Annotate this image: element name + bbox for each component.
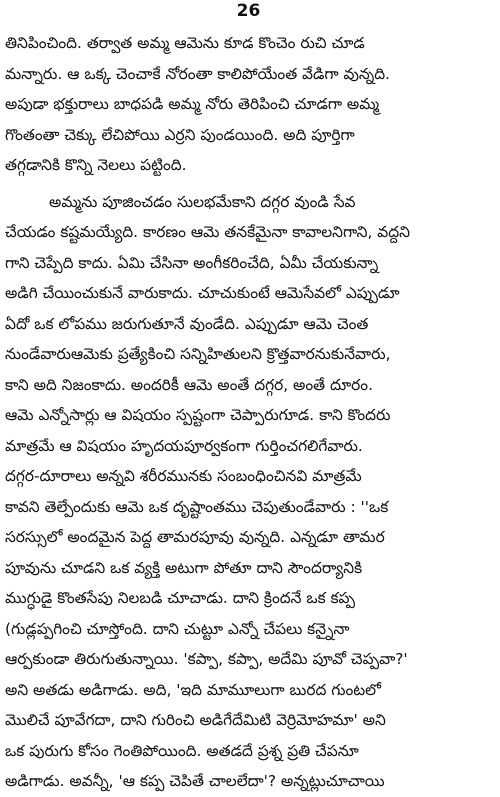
text-line: (గుడ్లప్పగించి చూస్తోంది. దాని చుట్టూ ఎన్నో చేపలు కన్నైనా (5, 619, 350, 638)
paragraph-2 (5, 187, 492, 797)
text-line: మన్నారు. ఆ ఒక్క చెంచాకే నోరంతా కాలిపోయేంత వేడిగా వున్నది. (5, 64, 390, 83)
page-number: 26 (236, 1, 261, 21)
text-line: అడిగి చేయించుకునే వారుకాదు. చూచుకుంటే ఆమెసేవలో ఎప్పుడూ (5, 284, 400, 302)
paragraph-1 (5, 28, 492, 181)
text-line: నుండేవారుఆమెకు ప్రత్యేకించి సన్నిహితులని క్రొత్తవారనుకునేవారు, (5, 345, 391, 363)
text-line: ఆమె ఎన్నోసార్లు ఆ విషయం స్పష్టంగా చెప్పారుగూడ. కాని కొందరు (5, 406, 391, 424)
text-line: దగ్గర-దూరాలు అన్నవి శరీరమునకు సంబంధించినవి మాత్రమే (5, 467, 362, 485)
text-line: ఆర్పకుండా తిరుగుతున్నాయి. 'కప్పా, కప్పా, అదేమి పూవో చెప్పవా?' (5, 650, 408, 668)
text-line: అడిగాడు. అవన్నీ, 'ఆ కప్ప చెపితే చాలలేదా'? అన్నట్లుచూచాయి (5, 772, 385, 790)
text-line: కావని తెల్పేందుకు ఆమె ఒక దృష్టాంతము చెపుతుండేవారు : ''ఒక (5, 497, 389, 516)
text-line: ముగ్ధుడై కొంతసేపు నిలబడి చూచాడు. దాని క్రిందనే ఒక కప్ప (5, 589, 356, 607)
text-line: మొలిచే పూవేగదా, దాని గురించి అడిగేదేమిటి వెర్రిమోహమా' అని (5, 711, 386, 729)
text-line: గొంతంతా చెక్కు లేచిపోయి ఎర్రని పుండయింది. అది పూర్తిగా (5, 125, 355, 144)
text-line-indented: అమ్మను పూజించడం సులభమేకాని దగ్గర వుండి సేవ (49, 192, 356, 211)
text-line: ఏదో ఒక లోపము జరుగుతూనే వుండేది. ఎప్పుడూ ఆమె చెంత (5, 314, 369, 333)
text-line: కాని అది నిజంకాదు. అందరికీ ఆమె అంతే దగ్గర, అంతే దూరం. (5, 375, 373, 394)
text-line: మాత్రమే ఆ విషయం హృదయపూర్వకంగా గుర్తించగలిగేవారు. (5, 436, 363, 455)
text-line: పూవును చూడని ఒక వ్యక్తి అటుగా పోతూ దాని సౌందర్యానికి (5, 558, 363, 577)
text-line: అని అతడు అడిగాడు. అది, 'ఇది మామూలుగా బురద గుంటలో (5, 680, 382, 699)
text-line: సరస్సులో అందమైన పెద్ద తామరపూవు వున్నది. ఎన్నడూ తామర (5, 528, 385, 546)
text-line: గాని చెప్పేది కాదు. ఏమి చేసినా అంగీకరించేది, ఏమీ చేయకున్నా (5, 253, 379, 272)
text-line: తినిపించింది. తర్వాత అమ్మ ఆమెను కూడ కొంచెం రుచి చూడ (5, 34, 365, 52)
text-line: అపుడా భక్తురాలు బాధపడి అమ్మ నోరు తెరిపించి చూడగా అమ్మ (5, 95, 380, 113)
text-line: ఒక పురుగు కోసం గెంతిపోయింది. అతడదే ప్రశ్న ప్రతి చేపనూ (5, 741, 359, 760)
text-line: చేయడం కష్టమయ్యేది. కారణం ఆమె తనకేమైనా కావాలనిగాని, వద్దని (5, 223, 410, 241)
text-line: తగ్గడానికి కొన్ని నెలలు పట్టింది. (5, 156, 187, 174)
